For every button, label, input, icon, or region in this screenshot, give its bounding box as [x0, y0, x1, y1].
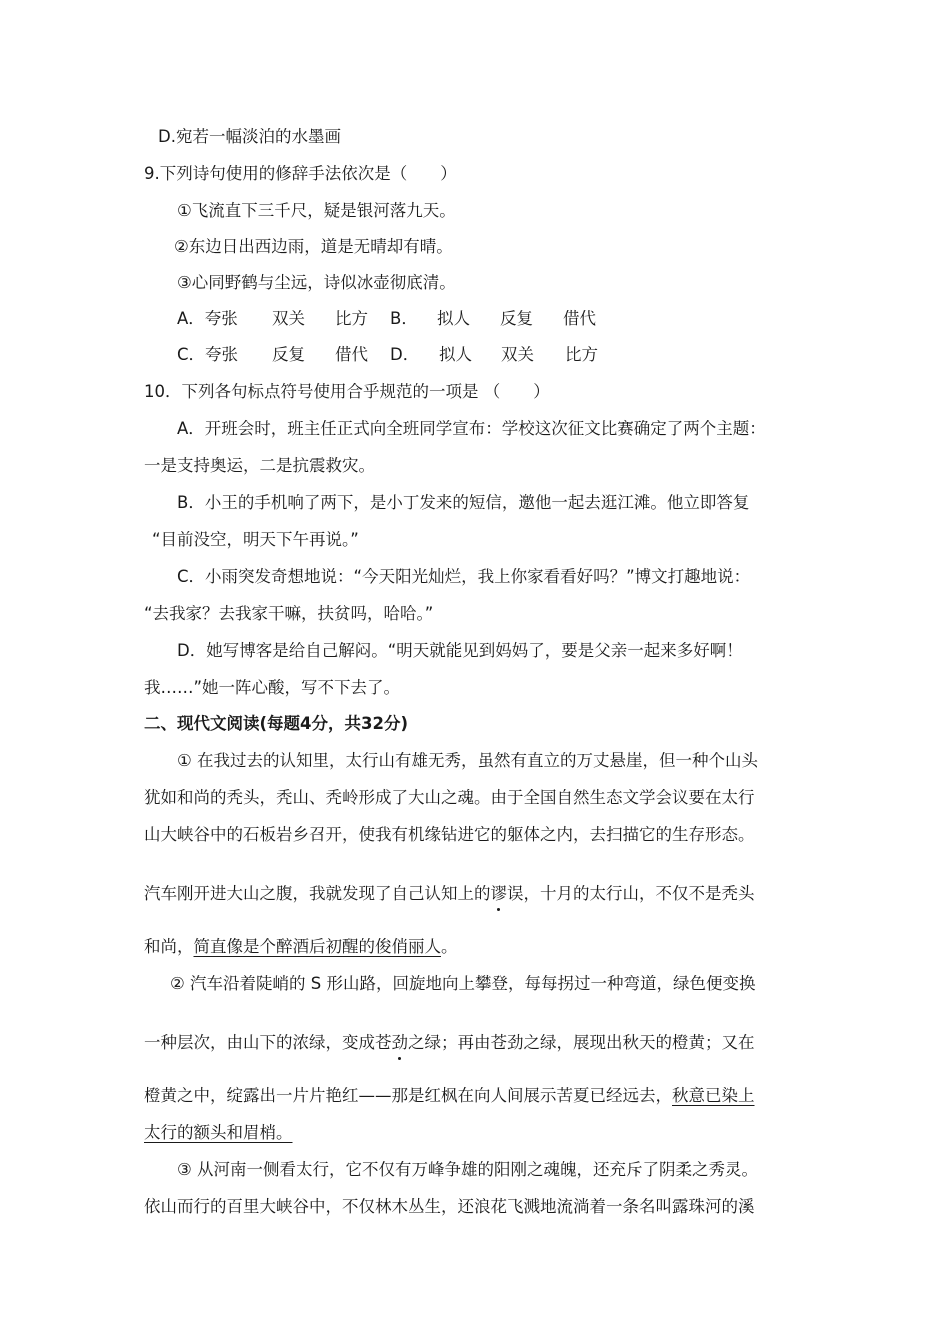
q9-option-item: 双关 — [501, 345, 534, 364]
passage-p1-line: ① 在我过去的认知里，太行山有雄无秀，虽然有直立的万丈悬崖，但一种个山头 — [177, 751, 759, 770]
q9-option-item: 拟人 — [439, 345, 472, 364]
text-run: 。 — [441, 937, 458, 956]
q9-option-item: 反复 — [272, 345, 305, 364]
question-10: 10．下列各句标点符号使用合乎规范的一项是 （ ） — [144, 382, 550, 401]
emphasis-char: 谬 — [490, 884, 507, 903]
emphasis-char: 劲 — [391, 1033, 408, 1052]
passage-p2-line — [144, 1031, 755, 1055]
q9-option-c: C．夸张 — [177, 345, 239, 364]
text-run: 一种层次，由山下的浓绿，变成苍 — [144, 1033, 392, 1052]
underlined-sentence: 太行的额头和眉梢。 — [144, 1123, 293, 1142]
underlined-sentence: 秋意已染上 — [672, 1086, 755, 1105]
text-run: 误，十月的太行山，不仅不是秃头 — [507, 884, 755, 903]
q10-option-b-line-2: “目前没空，明天下午再说。” — [152, 530, 359, 549]
q9-option-item: 双关 — [272, 309, 305, 328]
q9-poem-1: ①飞流直下三千尺，疑是银河落九天。 — [177, 201, 456, 220]
q9-option-a: A．夸张 — [177, 309, 238, 328]
passage-p1-line: 犹如和尚的秃头，秃山、秃岭形成了大山之魂。由于全国自然生态文学会议要在太行 — [144, 788, 755, 807]
q10-option-c-line-1: C．小雨突发奇想地说：“今天阳光灿烂，我上你家看看好吗？”博文打趣地说： — [177, 567, 751, 586]
q9-option-b: B． — [390, 309, 418, 328]
q10-option-d-line-1: D．她写博客是给自己解闷。“明天就能见到妈妈了，要是父亲一起来多好啊！ — [177, 641, 743, 660]
passage-p2-line — [144, 1121, 293, 1145]
q9-poem-3: ③心同野鹤与尘远，诗似冰壶彻底清。 — [177, 273, 456, 292]
q9-option-item: 借代 — [335, 345, 368, 364]
passage-p2-line: ② 汽车沿着陡峭的 S 形山路，回旋地向上攀登，每每拐过一种弯道，绿色便变换 — [170, 974, 756, 993]
q9-option-d: D． — [390, 345, 420, 364]
q10-option-a-line-1: A．开班会时，班主任正式向全班同学宣布：学校这次征文比赛确定了两个主题： — [177, 419, 766, 438]
passage-p1-line — [144, 935, 458, 959]
q9-option-item: 比方 — [335, 309, 368, 328]
q9-option-item: 拟人 — [437, 309, 470, 328]
passage-p1-line: 山大峡谷中的石板岩乡召开，使我有机缘钻进它的躯体之内，去扫描它的生存形态。 — [144, 825, 755, 844]
text-run: 汽车刚开进大山之腹，我就发现了自己认知上的 — [144, 884, 491, 903]
question-9: 9.下列诗句使用的修辞手法依次是（ ） — [144, 164, 457, 183]
passage-p2-line — [144, 1084, 755, 1108]
q10-option-d-line-2: 我……”她一阵心酸，写不下去了。 — [144, 678, 401, 697]
q10-option-b-line-1: B．小王的手机响了两下，是小丁发来的短信，邀他一起去逛江滩。他立即答复 — [177, 493, 750, 512]
passage-p3-line: ③ 从河南一侧看太行，它不仅有万峰争雄的阳刚之魂魄，还充斥了阴柔之秀灵。 — [177, 1160, 759, 1179]
q9-option-item: 反复 — [500, 309, 533, 328]
text-run: 之绿；再由苍劲之绿，展现出秋天的橙黄；又在 — [408, 1033, 755, 1052]
q10-option-c-line-2: “去我家？去我家干嘛，扶贫吗，哈哈。” — [144, 604, 434, 623]
passage-p1-line — [144, 882, 755, 906]
q10-option-a-line-2: 一是支持奥运，二是抗震救灾。 — [144, 456, 375, 475]
q8-option-d: D.宛若一幅淡泊的水墨画 — [158, 127, 341, 146]
section-2-heading: 二、现代文阅读(每题4分，共32分) — [144, 714, 409, 733]
text-run: 和尚， — [144, 937, 194, 956]
underlined-sentence: 简直像是个醉酒后初醒的俊俏丽人 — [193, 937, 441, 956]
text-run: 橙黄之中，绽露出一片片艳红——那是红枫在向人间展示苦夏已经远去， — [144, 1086, 672, 1105]
q9-poem-2: ②东边日出西边雨，道是无晴却有晴。 — [174, 237, 453, 256]
passage-p3-line: 依山而行的百里大峡谷中，不仅林木丛生，还浪花飞溅地流淌着一条名叫露珠河的溪 — [144, 1197, 755, 1216]
q9-option-item: 比方 — [565, 345, 598, 364]
q9-option-item: 借代 — [563, 309, 596, 328]
